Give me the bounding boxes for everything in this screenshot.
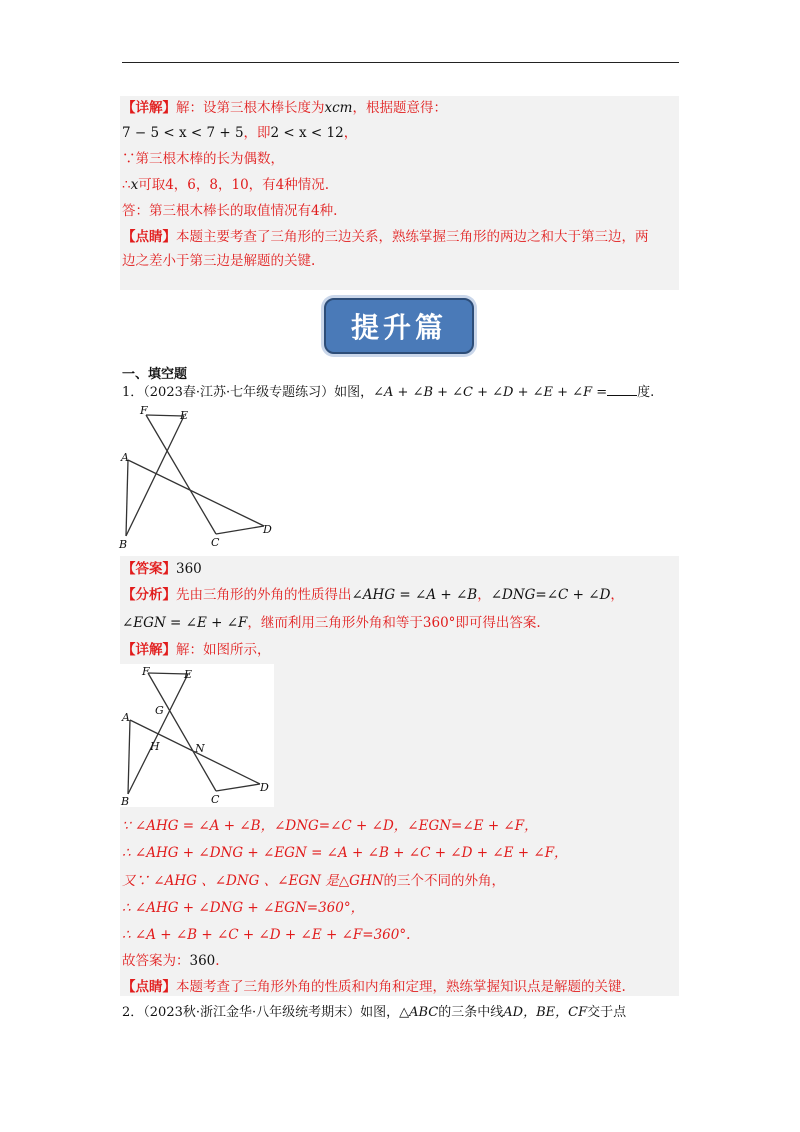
- step-4-text: ∴ ∠AHG + ∠DNG + ∠EGN=360°，: [122, 900, 365, 916]
- comment-text-2: 边之差小于第三边是解题的关键.: [122, 253, 316, 269]
- label-N: N: [195, 742, 205, 755]
- figure-2: [118, 664, 278, 809]
- figure-1: [118, 404, 278, 554]
- label-C-2: C: [211, 793, 220, 806]
- question-2-text-d: 交于点: [587, 1005, 627, 1020]
- label-A-2: A: [122, 711, 130, 724]
- label-E: E: [180, 409, 189, 422]
- answer-tag: 【答案】: [122, 561, 176, 577]
- label-A: A: [121, 451, 129, 464]
- header-rule: [122, 62, 679, 63]
- question-2-stem: [122, 1004, 626, 1022]
- label-E-2: E: [184, 668, 193, 681]
- step-2-text: ∴ ∠AHG + ∠DNG + ∠EGN = ∠A + ∠B + ∠C + ∠D + ∠E + ∠F，: [122, 845, 568, 861]
- analysis-text-2: ，继而利用三角形外角和等于360°即可得出答案.: [247, 615, 541, 631]
- answer-blank: [607, 384, 637, 396]
- detail-text: 解：设第三根木棒长度为: [176, 100, 325, 116]
- inequality-1: 7 − 5 < x < 7 + 5: [122, 125, 244, 141]
- step-1-text: ∵ ∠AHG = ∠A + ∠B，∠DNG=∠C + ∠D，∠EGN=∠E + ∠F，: [122, 818, 538, 834]
- label-D: D: [263, 523, 272, 536]
- comment-line-1: [122, 228, 649, 246]
- question-1-unit: 度.: [637, 385, 655, 400]
- final-text: 故答案为：: [122, 953, 190, 969]
- section-banner: [324, 298, 474, 354]
- step-4: [122, 899, 364, 917]
- q1-detail-text: 解：如图所示，: [176, 642, 271, 658]
- step-3-triangle: △GHN: [338, 873, 384, 889]
- comment-line-2: [122, 252, 315, 270]
- final-value: 360: [189, 953, 216, 969]
- analysis-text: 先由三角形的外角的性质得出: [176, 587, 352, 603]
- q1-comment-text: 本题考查了三角形外角的性质和内角和定理，熟练掌握知识点是解题的关键.: [176, 979, 626, 995]
- detail-tail: ，根据题意得：: [352, 100, 447, 116]
- because-text: ∵第三根木棒的长为偶数，: [122, 151, 284, 167]
- label-F-2: F: [142, 665, 150, 678]
- detail-tag: 【详解】: [122, 100, 176, 116]
- step-3: [122, 872, 505, 890]
- inequality-connector: ，即: [243, 125, 271, 141]
- q1-answer-line: [122, 560, 202, 578]
- analysis-sep-2: ，: [610, 587, 624, 603]
- q1-detail-tag: 【详解】: [122, 642, 176, 658]
- inequality-line: [122, 124, 357, 142]
- analysis-sep: ，: [477, 587, 491, 603]
- final-tail: .: [215, 953, 220, 969]
- analysis-expr-2: ∠DNG=∠C + ∠D: [490, 587, 611, 603]
- question-1-text: 1．（2023春·江苏·七年级专题练习）如图，: [122, 385, 374, 400]
- label-B-2: B: [121, 795, 130, 808]
- banner-title: 提升篇: [350, 311, 447, 344]
- analysis-line-1: [122, 586, 624, 604]
- q1-comment-line: [122, 978, 626, 996]
- label-F: F: [140, 404, 148, 417]
- because-line: [122, 150, 284, 168]
- label-C: C: [211, 536, 220, 549]
- step-3-text-a: 又∵ ∠AHG 、∠DNG 、∠EGN 是: [122, 873, 339, 889]
- answer-line: [122, 202, 337, 220]
- therefore-var: x: [130, 177, 139, 193]
- step-3-text-c: 的三个不同的外角，: [383, 873, 506, 889]
- analysis-expr-1: ∠AHG = ∠A + ∠B: [351, 587, 478, 603]
- inequality-tail: ，: [343, 125, 358, 141]
- comment-text-1: 本题主要考查了三角形的三边关系，熟练掌握三角形的两边之和大于第三边，两: [176, 229, 649, 245]
- section-title: 一、填空题: [122, 367, 188, 382]
- therefore-symbol: ∴: [122, 177, 131, 193]
- analysis-line-2: [122, 614, 541, 632]
- analysis-expr-3: ∠EGN = ∠E + ∠F: [122, 615, 248, 631]
- question-1-stem: [122, 384, 654, 402]
- question-2-medians: AD，BE，CF: [503, 1005, 588, 1020]
- detail-var: xcm: [324, 100, 353, 116]
- step-5-text: ∴ ∠A + ∠B + ∠C + ∠D + ∠E + ∠F=360°.: [122, 927, 411, 943]
- q1-comment-tag: 【点睛】: [122, 979, 176, 995]
- step-2: [122, 844, 568, 862]
- comment-tag: 【点睛】: [122, 229, 176, 245]
- step-5: [122, 926, 410, 944]
- label-G: G: [155, 704, 164, 717]
- question-2-triangle: △ABC: [399, 1005, 439, 1020]
- answer-value: 360: [176, 561, 202, 577]
- therefore-line: [122, 176, 329, 194]
- analysis-tag: 【分析】: [122, 587, 176, 603]
- answer-text: 答：第三根木棒长的取值情况有4种.: [122, 203, 338, 219]
- final-answer-line: [122, 952, 220, 970]
- q1-detail-line: [122, 641, 271, 659]
- label-H: H: [150, 740, 160, 753]
- label-D-2: D: [260, 781, 269, 794]
- question-2-text-b: 的三条中线: [438, 1005, 504, 1020]
- detail-line: [122, 99, 447, 117]
- therefore-text: 可取4，6，8，10，有4种情况.: [138, 177, 330, 193]
- step-1: [122, 817, 538, 835]
- question-1-expr: ∠A + ∠B + ∠C + ∠D + ∠E + ∠F =: [373, 385, 608, 400]
- label-B: B: [119, 538, 128, 551]
- inequality-2: 2 < x < 12: [270, 125, 344, 141]
- question-2-text: 2．（2023秋·浙江金华·八年级统考期末）如图，: [122, 1005, 400, 1020]
